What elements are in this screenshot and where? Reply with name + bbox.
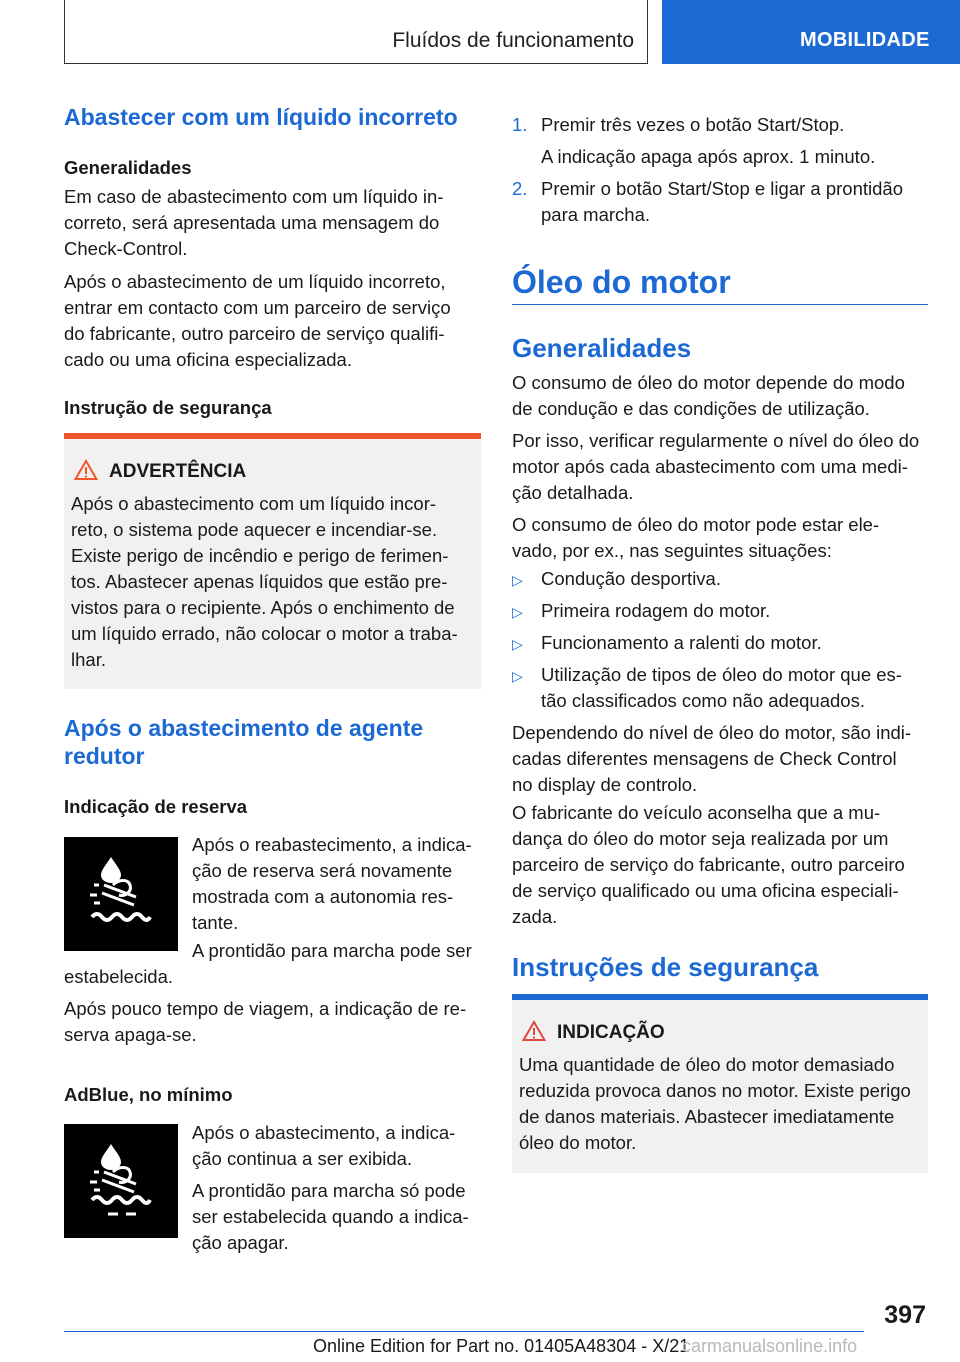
mobility-tab[interactable] xyxy=(662,0,960,64)
text-line: reto, o sistema pode aquecer e incendiar-se. xyxy=(71,519,438,540)
adblue-reserve-icon xyxy=(64,837,178,951)
step-text: Premir três vezes o botão Start/Stop. xyxy=(541,114,845,135)
text-line: ção detalhada. xyxy=(512,482,634,503)
text-line: parceiro de serviço do fabricante, outro parceiro xyxy=(512,854,905,875)
text-line: ser estabelecida quando a indica- xyxy=(192,1206,469,1227)
triangle-bullet-icon: ▷ xyxy=(512,572,523,588)
text-line: Após o abastecimento de um líquido incorreto, xyxy=(64,271,446,292)
oil-paragraph-1 xyxy=(512,370,905,422)
heading-oil-general: Generalidades xyxy=(512,333,692,363)
paragraph-wrong-fuel-2 xyxy=(64,269,451,373)
bullet-item xyxy=(512,630,822,657)
text-line: zada. xyxy=(512,906,558,927)
step-2 xyxy=(512,176,527,202)
reserve-text xyxy=(192,832,472,936)
bullet-text: Funcionamento a ralenti do motor. xyxy=(541,632,822,653)
text-line: tante. xyxy=(192,912,239,933)
warning-label: ADVERTÊNCIA xyxy=(109,461,247,482)
heading-engine-oil: Óleo do motor xyxy=(512,264,731,300)
text-line: mostrada com a autonomia res- xyxy=(192,886,454,907)
text-line: óleo do motor. xyxy=(519,1132,637,1153)
text-line: vado, por ex., nas seguintes situações: xyxy=(512,540,832,561)
page-number: 397 xyxy=(884,1301,926,1329)
reserve-text-2a: A prontidão para marcha pode ser xyxy=(192,940,472,961)
triangle-bullet-icon: ▷ xyxy=(512,668,523,684)
bullet-item xyxy=(512,662,523,689)
step-1 xyxy=(512,112,845,138)
step-1-note: A indicação apaga após aprox. 1 minuto. xyxy=(541,146,876,167)
oil-paragraph-4 xyxy=(512,720,911,798)
text-line: A prontidão para marcha só pode xyxy=(192,1180,466,1201)
text-line: dança do óleo do motor seja realizada por um xyxy=(512,828,889,849)
text-line: serva apaga-se. xyxy=(64,1024,197,1045)
oil-paragraph-2 xyxy=(512,428,919,506)
edition-note: Online Edition for Part no. 01405A48304 - X/21 xyxy=(313,1336,690,1356)
text-line: vistos para o recipiente. Após o enchimento de xyxy=(71,597,455,618)
bullet-text: Condução desportiva. xyxy=(541,568,721,589)
reserve-indicator-image xyxy=(64,837,178,951)
heading-wrong-fuel: Abastecer com um líquido incorreto xyxy=(64,104,458,130)
watermark: carmanualsonline.info xyxy=(682,1336,858,1356)
warning-icon xyxy=(74,459,98,481)
heading-line: redutor xyxy=(64,743,145,769)
text-line: ção continua a ser exibida. xyxy=(192,1148,413,1169)
triangle-bullet-icon: ▷ xyxy=(512,604,523,620)
text-line: Utilização de tipos de óleo do motor que es- xyxy=(541,664,902,685)
adblue-min-image xyxy=(64,1124,178,1238)
text-line: de danos materiais. Abastecer imediatamente xyxy=(519,1106,895,1127)
text-line: tos. Abastecer apenas líquidos que estão pre- xyxy=(71,571,448,592)
text-line: O consumo de óleo do motor pode estar ele- xyxy=(512,514,880,535)
text-line: Por isso, verificar regularmente o nível do óleo do xyxy=(512,430,920,451)
text-line: um líquido errado, não colocar o motor a traba- xyxy=(71,623,458,644)
warning-box xyxy=(64,439,481,689)
subheading-adblue: AdBlue, no mínimo xyxy=(64,1084,233,1105)
bullet-item xyxy=(512,598,771,625)
text-line: tão classificados como não adequados. xyxy=(541,690,865,711)
text-line: reduzida provoca danos no motor. Existe perigo xyxy=(519,1080,911,1101)
text-line: correto, será apresentada uma mensagem do xyxy=(64,212,440,233)
text-line: O fabricante do veículo aconselha que a mu- xyxy=(512,802,881,823)
reserve-text-2b: estabelecida. xyxy=(64,966,174,987)
oil-paragraph-3 xyxy=(512,512,879,564)
text-line: Após o abastecimento com um líquido incor- xyxy=(71,493,437,514)
adblue-text xyxy=(192,1120,455,1172)
text-line: Após o reabastecimento, a indica- xyxy=(192,834,472,855)
text-line: motor após cada abastecimento com uma medi- xyxy=(512,456,908,477)
notice-box xyxy=(512,1000,928,1173)
text-line: lhar. xyxy=(71,649,106,670)
oil-paragraph-5 xyxy=(512,800,905,930)
heading-rule xyxy=(512,304,928,305)
text-line: entrar em contacto com um parceiro de serviço xyxy=(64,297,451,318)
paragraph-wrong-fuel-1 xyxy=(64,184,443,262)
subheading-reserve: Indicação de reserva xyxy=(64,796,248,817)
heading-reductant xyxy=(64,714,423,770)
notice-label: INDICAÇÃO xyxy=(557,1022,665,1043)
footer-rule xyxy=(64,1331,864,1332)
step-2-text xyxy=(541,176,903,228)
text-line: Check-Control. xyxy=(64,238,188,259)
text-line: no display de controlo. xyxy=(512,774,698,795)
text-line: Premir o botão Start/Stop e ligar a prontidão xyxy=(541,178,903,199)
section-title: Fluídos de funcionamento xyxy=(392,29,634,52)
adblue-text-2 xyxy=(192,1178,469,1256)
text-line: Dependendo do nível de óleo do motor, são indi- xyxy=(512,722,912,743)
reserve-text-3 xyxy=(64,996,466,1048)
notice-icon xyxy=(522,1020,546,1042)
mobility-tab-label: MOBILIDADE xyxy=(800,29,930,51)
subheading-general: Generalidades xyxy=(64,157,192,178)
text-line: Uma quantidade de óleo do motor demasiado xyxy=(519,1054,895,1075)
text-line: para marcha. xyxy=(541,204,650,225)
triangle-bullet-icon: ▷ xyxy=(512,636,523,652)
heading-line: Após o abastecimento de agente xyxy=(64,715,424,741)
text-line: Em caso de abastecimento com um líquido in- xyxy=(64,186,444,207)
text-line: do fabricante, outro parceiro de serviço qualifi- xyxy=(64,323,445,344)
heading-oil-safety: Instruções de segurança xyxy=(512,952,819,982)
text-line: cadas diferentes mensagens de Check Control xyxy=(512,748,897,769)
notice-text xyxy=(519,1052,911,1156)
bullet-text-multiline xyxy=(541,662,902,714)
bullet-text: Primeira rodagem do motor. xyxy=(541,600,771,621)
text-line: ção de reserva será novamente xyxy=(192,860,453,881)
text-line: ção apagar. xyxy=(192,1232,289,1253)
step-number: 1. xyxy=(512,114,528,135)
bullet-item xyxy=(512,566,721,593)
text-line: O consumo de óleo do motor depende do modo xyxy=(512,372,905,393)
warning-text xyxy=(71,491,458,673)
text-line: cado ou uma oficina especializada. xyxy=(64,349,352,370)
adblue-minimum-icon xyxy=(64,1124,178,1238)
subheading-safety: Instrução de segurança xyxy=(64,397,272,418)
text-line: Existe perigo de incêndio e perigo de ferimen- xyxy=(71,545,449,566)
text-line: de condução e das condições de utilização. xyxy=(512,398,870,419)
text-line: Após pouco tempo de viagem, a indicação de re- xyxy=(64,998,467,1019)
step-number: 2. xyxy=(512,178,528,199)
text-line: Após o abastecimento, a indica- xyxy=(192,1122,456,1143)
text-line: de serviço qualificado ou uma oficina especiali- xyxy=(512,880,899,901)
